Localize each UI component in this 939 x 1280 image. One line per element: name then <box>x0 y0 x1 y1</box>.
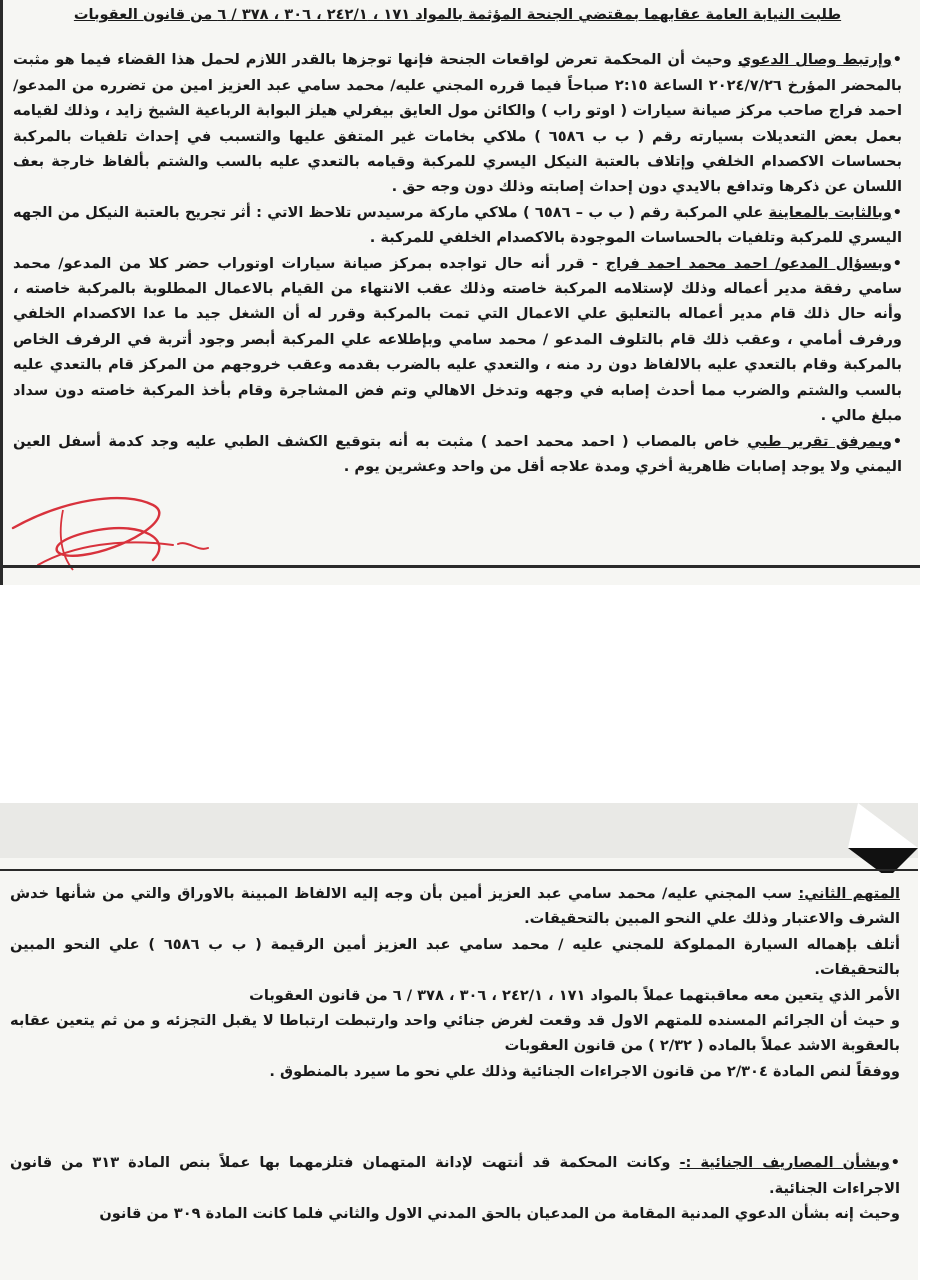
paragraph-body: فلما كانت المادة ٣٠٩ من قانون <box>99 1205 329 1223</box>
paragraph-label: وبالثابت بالمعاينة <box>768 203 892 221</box>
paragraph-body: و حيث أن الجرائم المسنده للمتهم الاول قد وقعت لغرض جنائي واحد وارتبطت ارتباطا لا يقبل التجزئه و من ثم يتعين عقابه بالعقوبة الاشد عملاً بالماده ( ٢/٣٢ ) من قانون العقوبات <box>10 1012 900 1055</box>
paragraph-label: المتهم الثاني: <box>798 885 900 902</box>
paragraph-criminal-expenses <box>10 1150 900 1201</box>
bullet-icon: • <box>892 432 903 450</box>
heading-text: طلبت النيابة العامة عقابهما بمقتضي الجنحة المؤثمة بالمواد ١٧١ ، ٢٤٢/١ ، ٣٠٦ ، ٣٧٨ / ٦ من قانون العقوبات <box>73 6 842 23</box>
paragraph-procedure-article <box>10 1059 900 1084</box>
document-page-2 <box>0 803 918 1280</box>
paragraph-label: الأمر الذي يتعين معه معاقبتهما عملاً بالمواد ١٧١ ، ٢٤٢/١ ، ٣٠٦ ، ٣٧٨ / ٦ من قانون العقوبات <box>249 986 900 1004</box>
page-1-heading <box>13 2 902 27</box>
paragraph-penalty-articles <box>10 983 900 1008</box>
paragraph-body: - قرر أنه حال تواجده بمركز صيانة سيارات اوتوراب حضر كلا من المدعو/ محمد سامي رفقة مدير أعماله وذلك لإستلامه المركبة خاصته وذلك عقب الانتهاء من القيام بالاعمال المطلوبة بالمركبة خاصته ، وأنه حال ذلك قام مدير أعماله بالتعليق علي الاعمال التي تمت بالمركبة وقرر له أن الشغل جيد ما عدا الاكصدام الخلفي ورفرف أمامي ، وعقب ذلك قام بالتلوف المدعو / محمد سامي وبإطلاعه علي المركبة أبصر وجود أتربة في الرفرف الخاص بالمركبة وقام بالتعدي عليه بالالفاظ دون رد منه ، والتعدي عليه بالضرب بقدمه وعقب خروجهم من المركز قام بالتعدي عليه بالسب والشتم والضرب مما أحدث إصابه في وجهه وتدخل الاهالي وتم فض المشاجرة وقام بأخذ المركبة خاصته دون سداد مبلغ مالي . <box>13 254 902 425</box>
bullet-icon: • <box>890 1154 900 1172</box>
document-page-1 <box>0 0 920 585</box>
page-2-top-rule <box>0 869 918 871</box>
paragraph-label: وبشأن المصاريف الجنائية :- <box>679 1154 890 1172</box>
paragraph-civil-claim <box>10 1201 900 1226</box>
paragraph-body: ووفقاً لنص المادة ٢/٣٠٤ من قانون الاجراءات الجنائية وذلك علي نحو ما سيرد بالمنطوق . <box>269 1062 900 1080</box>
paragraph-combined-offenses <box>10 1008 900 1059</box>
paragraph-inspection <box>13 200 902 251</box>
paragraph-label: وإرتبط وصال الدعوي <box>737 51 892 69</box>
paragraph-label: وبسؤال المدعو/ احمد محمد احمد فراج <box>605 254 892 272</box>
page-1-bottom-border <box>3 565 920 568</box>
page-2-text <box>10 881 900 1226</box>
paragraph-defendant-statement <box>13 251 902 429</box>
bullet-icon: • <box>892 51 902 69</box>
paragraph-damage <box>10 932 900 983</box>
paragraph-label: وبمرفق تقرير طبي <box>747 432 893 450</box>
page-1-text <box>13 2 902 479</box>
paragraph-second-defendant <box>10 881 900 932</box>
paragraph-body: علي المركبة رقم ( ب ب – ٦٥٨٦ ) ملاكي ماركة مرسيدس تلاحظ الاتي : أثر تجريح بالعتبة النيكل من الجهه اليسري للمركبة وتلفيات بالحساسات الموجودة بالاكصدام الخلفي للمركبة . <box>13 203 902 247</box>
paragraph-body: وحيث أن المحكمة تعرض لواقعات الجنحة فإنها توجزها بالقدر اللازم لحمل هذا القضاء فيما هو مثبت بالمحضر المؤرخ ٢٠٢٤/٧/٢٦ الساعة ٢:١٥ صباحاً فيما قرره المجني عليه/ محمد سامي عبد العزيز امين من تضرره من المدعو/ احمد فراج صاحب مركز صيانة سيارات ( اوتو راب ) والكائن مول العايق بيفرلي هيلز البوابة الرباعية الشيخ زايد ، وذلك لقيامه بعمل بعض التعديلات بسيارته رقم ( ب ب ٦٥٨٦ ) ملاكي بخامات غير المتفق عليها والتسبب في إحداث تلفيات بالمركبة بحساسات الاكصدام الخلفي وإتلاف بالعتبة النيكل اليسري للمركبة وقيامه بالتعدي عليه بالسب والشتم بألفاظ خارجة بعف اللسان عن ذكرها وتدافع بالايدي دون إحداث إصابته وذلك دون وجه حق . <box>13 51 903 196</box>
paragraph-label: وحيث إنه بشأن الدعوي المدنية المقامة من المدعيان بالحق المدني الاول والثاني <box>328 1205 900 1223</box>
page-curl-icon <box>848 803 918 873</box>
paragraph-body: وكانت المحكمة قد أنتهت لإدانة المتهمان فتلزمهما بها عملاً بنص المادة ٣١٣ من قانون الاجراءات الجنائية. <box>10 1154 900 1197</box>
paragraph-body: أتلف بإهماله السيارة المملوكة للمجني عليه / محمد سامي عبد العزيز أمين الرقيمة ( ب ب ٦٥٨٦ ) علي النحو المبين بالتحقيقات. <box>10 935 900 979</box>
bullet-icon: • <box>892 203 902 221</box>
paragraph-body: سب المجني عليه/ محمد سامي عبد العزيز أمين بأن وجه إليه الالفاظ المبينة بالاوراق والتي من شأنها خدش الشرف والاعتبار وذلك علي النحو المبين بالتحقيقات. <box>10 885 900 928</box>
paragraph-case-facts <box>13 47 902 199</box>
bullet-icon: • <box>892 254 902 272</box>
page-2-top-margin <box>0 803 918 858</box>
paragraph-body: خاص بالمصاب ( احمد محمد احمد ) مثبت به أنه بتوقيع الكشف الطبي عليه وجد كدمة أسفل العين اليمني ولا يوجد إصابات ظاهرية أخري ومدة علاجه أقل من واحد وعشرين يوم . <box>13 432 902 475</box>
signature-icon <box>3 470 303 580</box>
